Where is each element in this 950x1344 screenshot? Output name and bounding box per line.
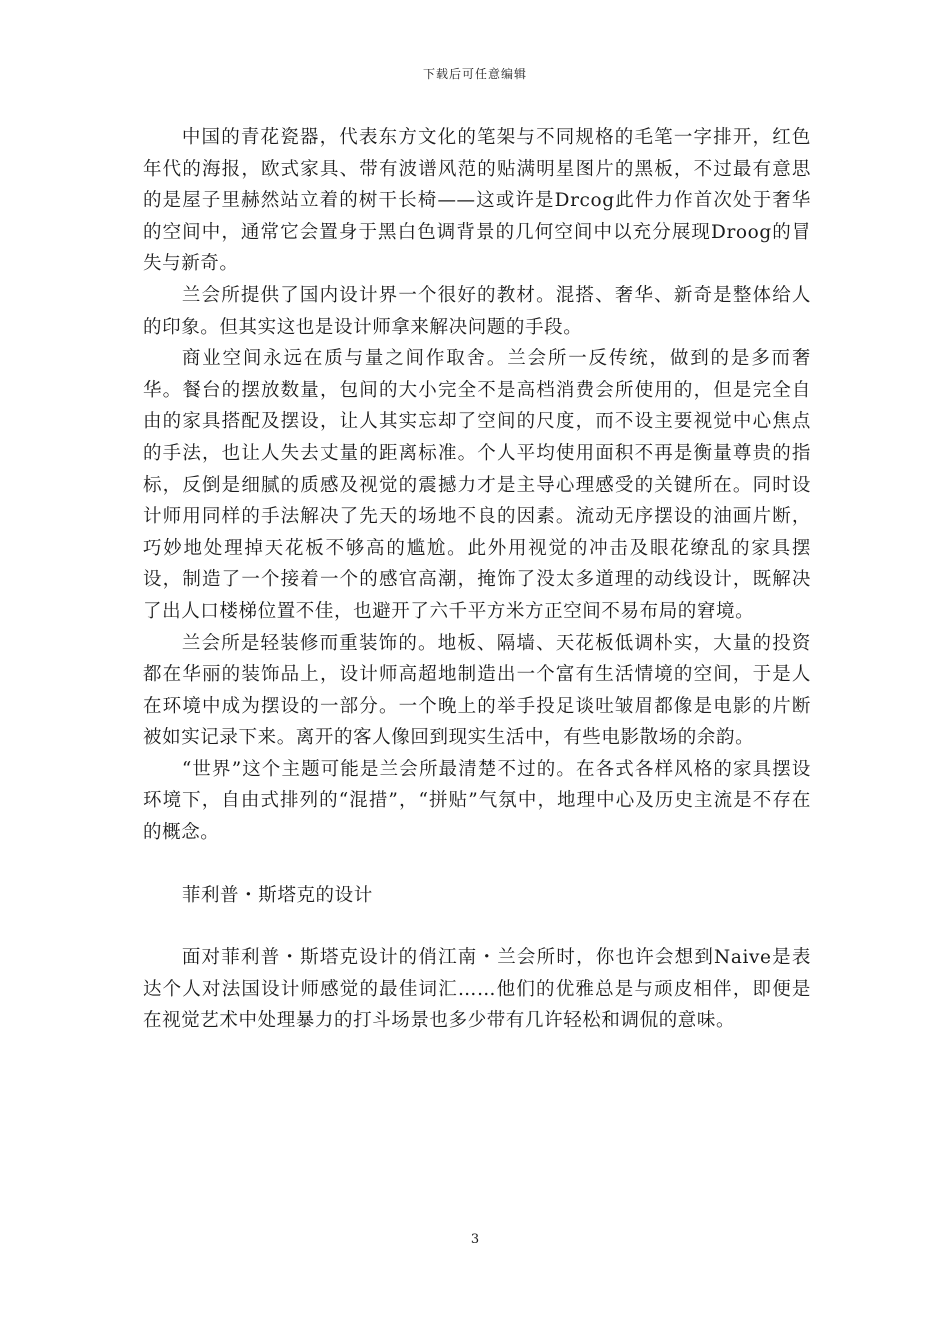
page-number: 3 bbox=[470, 1232, 480, 1247]
paragraph: “世界”这个主题可能是兰会所最清楚不过的。在各式各样风格的家具摆设环境下，自由式排列的“混措”，“拼贴”气氛中，地理中心及历史主流是不存在的概念。 bbox=[143, 758, 811, 844]
paragraph: 兰会所提供了国内设计界一个很好的教材。混搭、奢华、新奇是整体给人的印象。但其实这也是设计师拿来解决问题的手段。 bbox=[143, 284, 811, 338]
body-text bbox=[143, 122, 811, 1037]
paragraph: 兰会所是轻装修而重装饰的。地板、隔墙、天花板低调朴实，大量的投资都在华丽的装饰品上，设计师高超地制造出一个富有生活情境的空间，于是人在环境中成为摆设的一部分。一个晚上的举手投足谈吐皱眉都像是电影的片断被如实记录下来。离开的客人像回到现实生活中，有些电影散场的余韵。 bbox=[143, 632, 811, 749]
paragraph: 中国的青花瓷器，代表东方文化的笔架与不同规格的毛笔一字排开，红色年代的海报，欧式家具、带有波谱风范的贴满明星图片的黑板，不过最有意思的是屋子里赫然站立着的树干长椅——这或许是Drcog此件力作首次处于奢华的空间中，通常它会置身于黑白色调背景的几何空间中以充分展现Droog的冒失与新奇。 bbox=[143, 127, 811, 275]
paragraph: 面对菲利普・斯塔克设计的俏江南・兰会所时，你也许会想到Naive是表达个人对法国设计师感觉的最佳词汇……他们的优雅总是与顽皮相伴，即便是在视觉艺术中处理暴力的打斗场景也多少带有几许轻松和调侃的意味。 bbox=[143, 947, 811, 1032]
page-header: 下载后可任意编辑 bbox=[422, 67, 527, 81]
paragraph: 商业空间永远在质与量之间作取舍。兰会所一反传统，做到的是多而奢华。餐台的摆放数量，包间的大小完全不是高档消费会所使用的，但是完全自由的家具搭配及摆设，让人其实忘却了空间的尺度，而不设主要视觉中心焦点的手法，也让人失去丈量的距离标准。个人平均使用面积不再是衡量尊贵的指标，反倒是细腻的质感及视觉的震撼力才是主导心理感受的关键所在。同时设计师用同样的手法解决了先天的场地不良的因素。流动无序摆设的油画片断，巧妙地处理掉天花板不够高的尴尬。此外用视觉的冲击及眼花缭乱的家具摆设，制造了一个接着一个的感官高潮，掩饰了没太多道理的动线设计，既解决了出人口楼梯位置不佳，也避开了六千平方米方正空间不易布局的窘境。 bbox=[143, 348, 811, 622]
section-heading: 菲利普・斯塔克的设计 bbox=[181, 884, 373, 906]
